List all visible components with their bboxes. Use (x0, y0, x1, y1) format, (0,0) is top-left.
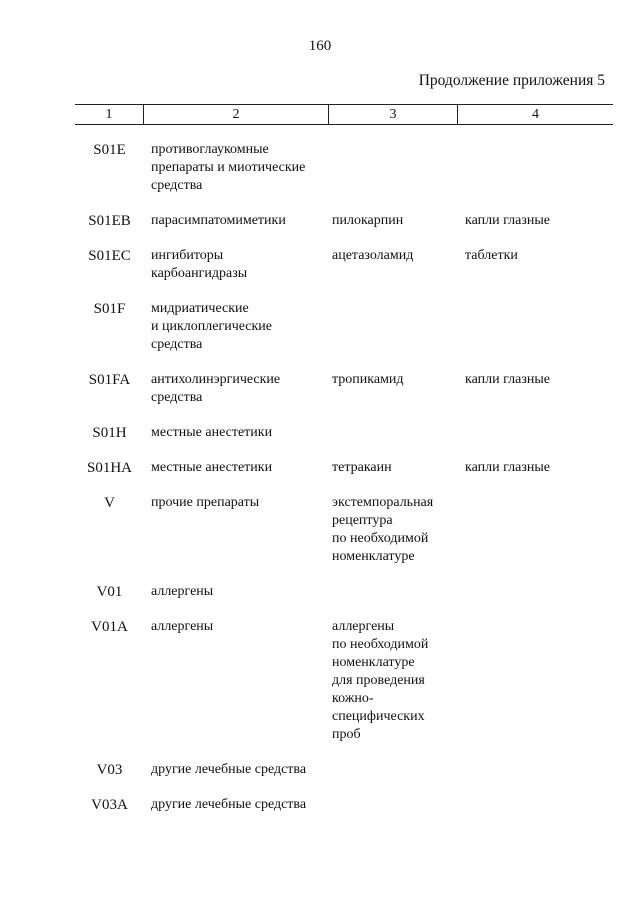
group-cell-line: аллергены (151, 584, 214, 599)
form-cell (458, 371, 613, 407)
table-row (75, 300, 613, 354)
group-cell-line: местные анестетики (151, 425, 273, 440)
drug-cell-line: специфических (332, 709, 425, 724)
form-cell-line: таблетки (465, 248, 518, 263)
form-cell (458, 583, 613, 601)
form-cell (458, 618, 613, 744)
drug-cell-line: аллергены (332, 619, 395, 634)
group-cell-line: аллергены (151, 619, 214, 634)
column-header-1: 1 (75, 105, 144, 124)
atc-code-cell: S01FA (88, 372, 131, 388)
group-cell-line: средства (151, 390, 203, 405)
table-header-row (75, 104, 613, 125)
form-cell (458, 459, 613, 477)
drug-cell (329, 618, 458, 744)
atc-code-cell: V03A (91, 797, 128, 813)
group-cell-line: средства (151, 337, 203, 352)
drug-cell (329, 494, 458, 566)
form-cell (458, 424, 613, 442)
group-cell-line: местные анестетики (151, 460, 273, 475)
group-cell (144, 761, 329, 779)
drug-cell-line: кожно- (332, 691, 374, 706)
column-header-3: 3 (329, 105, 458, 124)
drug-cell-line: проб (332, 727, 361, 742)
group-cell-line: другие лечебные средства (151, 797, 307, 812)
group-cell-line: другие лечебные средства (151, 762, 307, 777)
group-cell-line: карбоангидразы (151, 266, 248, 281)
page-number: 160 (308, 38, 332, 54)
group-cell-line: ингибиторы (151, 248, 224, 263)
atc-code-cell: V03 (96, 762, 123, 778)
drug-cell (329, 300, 458, 354)
drug-cell (329, 141, 458, 195)
group-cell (144, 141, 329, 195)
drug-cell-line: тропикамид (332, 372, 404, 387)
drug-cell-line: номенклатуре (332, 549, 415, 564)
atc-code-cell: V01A (91, 619, 128, 635)
table-row (75, 494, 613, 566)
group-cell (144, 796, 329, 814)
form-cell (458, 796, 613, 814)
group-cell-line: мидриатические (151, 301, 249, 316)
form-cell-line: капли глазные (465, 372, 550, 387)
drug-cell-line: тетракаин (332, 460, 392, 475)
table-row (75, 459, 613, 477)
drug-cell (329, 459, 458, 477)
group-cell-line: антихолинэргические (151, 372, 281, 387)
table-row (75, 618, 613, 744)
form-cell (458, 247, 613, 283)
group-cell (144, 424, 329, 442)
drug-cell-line: по необходимой (332, 531, 429, 546)
group-cell (144, 300, 329, 354)
drug-cell-line: ацетазоламид (332, 248, 414, 263)
drug-cell (329, 424, 458, 442)
group-cell (144, 583, 329, 601)
drug-cell-line: для проведения (332, 673, 425, 688)
group-cell-line: и циклоплегические (151, 319, 273, 334)
group-cell-line: противоглаукомные (151, 142, 269, 157)
table-row (75, 141, 613, 195)
drug-cell-line: экстемпоральная (332, 495, 434, 510)
atc-code-cell: S01HA (86, 460, 132, 476)
column-header-4: 4 (532, 107, 539, 122)
table-row (75, 212, 613, 230)
atc-code-cell: S01E (93, 142, 126, 158)
drug-cell (329, 583, 458, 601)
drug-cell (329, 796, 458, 814)
group-cell-line: парасимпатомиметики (151, 213, 286, 228)
drug-cell-line: пилокарпин (332, 213, 404, 228)
drug-cell (329, 761, 458, 779)
atc-code-cell: V (104, 495, 115, 511)
table-row (75, 371, 613, 407)
atc-code-cell: V01 (96, 584, 123, 600)
form-cell (458, 300, 613, 354)
atc-code-cell: S01H (92, 425, 127, 441)
drug-cell-line: рецептура (332, 513, 393, 528)
form-cell (458, 141, 613, 195)
form-cell-line: капли глазные (465, 213, 550, 228)
atc-code-cell: S01EB (88, 213, 131, 229)
form-cell-line: капли глазные (465, 460, 550, 475)
group-cell (144, 371, 329, 407)
group-cell (144, 459, 329, 477)
table-row (75, 796, 613, 814)
group-cell (144, 212, 329, 230)
atc-code-cell: S01F (93, 301, 126, 317)
group-cell (144, 618, 329, 744)
drug-cell-line: номенклатуре (332, 655, 415, 670)
drug-cell (329, 371, 458, 407)
group-cell-line: средства (151, 178, 203, 193)
form-cell (458, 494, 613, 566)
group-cell-line: прочие препараты (151, 495, 260, 510)
atc-code-cell: S01EC (88, 248, 131, 264)
table-row (75, 761, 613, 779)
form-cell (458, 212, 613, 230)
table-row (75, 247, 613, 283)
table-row (75, 424, 613, 442)
group-cell (144, 247, 329, 283)
table-body (75, 141, 613, 831)
table-row (75, 583, 613, 601)
column-header-2: 2 (144, 105, 329, 124)
group-cell-line: препараты и миотические (151, 160, 306, 175)
drug-cell (329, 212, 458, 230)
form-cell (458, 761, 613, 779)
group-cell (144, 494, 329, 566)
drug-cell (329, 247, 458, 283)
drug-cell-line: по необходимой (332, 637, 429, 652)
continuation-title: Продолжение приложения 5 (418, 72, 605, 89)
